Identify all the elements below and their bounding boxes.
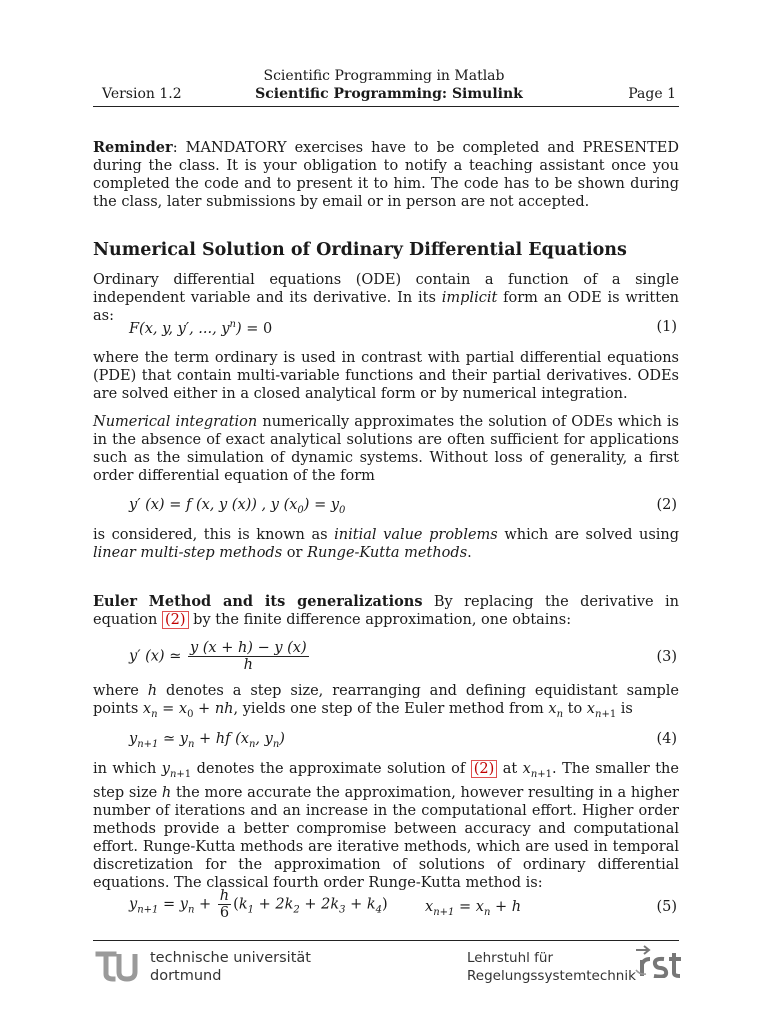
numerical-integration-paragraph (93, 413, 679, 485)
equation-3-fraction: $\frac{y (x + h) - y (x)}{h}$ (189, 640, 307, 673)
footer-rule (93, 940, 679, 941)
ivp-text-4: . (467, 545, 472, 561)
implicit-term: implicit (441, 290, 498, 306)
university-name-line2: dortmund (150, 968, 222, 984)
ode-intro-paragraph (93, 271, 679, 325)
step-size-paragraph: where h denotes a step size, rearranging and defining equidistant sample points $x_n = x_0$ + nh, yields one step of the Euler method from $x_n$ to $x_{n+1}$ is (93, 683, 680, 720)
equation-5-step-formula: $x_{n+1} = x_n + h$ (425, 899, 522, 918)
equation-4-formula: $y_{n+1}$ ≃ $y_n$ + hf ($x_n$, $y_n$) (129, 731, 285, 750)
equation-5 (93, 888, 679, 924)
page-number: Page 1 (628, 86, 676, 102)
ivp-text-3: or (282, 545, 308, 561)
runge-kutta-term: Runge-Kutta methods (307, 545, 468, 561)
reminder-text: : MANDATORY exercises have to be completed and PRESENTED during the class. It is your obligation to notify a teaching assistant once you completed the code and to present it to him. The code has to be shown during the class, later submissions by email or in person are not accepted. (93, 140, 679, 210)
equation-5-fraction: $\frac{h}{6}$ (219, 888, 230, 921)
equation-2-link-2[interactable]: (2) (471, 760, 498, 778)
euler-heading: Euler Method and its generalizations (93, 593, 423, 610)
equation-4 (93, 731, 679, 755)
multistep-term: linear multi-step methods (93, 545, 283, 561)
equation-3-number: (3) (656, 649, 677, 665)
chair-name (467, 949, 636, 985)
equation-1-number: (1) (656, 319, 677, 335)
equation-5-formula: $y_{n+1} = y_n$ + $\frac{h}{6}$ $(k_1 + 2k_2 + 2k_3 + k_4)$ (129, 888, 388, 921)
numerical-integration-term: Numerical integration (93, 414, 258, 430)
equation-2-formula: y′ (x) = f (x, y (x)) , y $(x_0) = y_0$ (129, 497, 346, 516)
pde-paragraph: where the term ordinary is used in contrast with partial differential equations (PDE) that contain multi-variable functions and their partial derivatives. ODEs are solved either in a closed analytical form or by numerical integration. (93, 350, 679, 402)
ivp-paragraph (93, 526, 679, 562)
equation-3 (93, 640, 679, 676)
equation-2-link[interactable]: (2) (162, 611, 189, 629)
ivp-text-1: is considered, this is known as (93, 527, 335, 543)
university-name-line1: technische universität (150, 950, 311, 966)
chair-name-line2: Regelungssystemtechnik (467, 968, 636, 984)
equation-1-formula: F(x, y, y′, ..., $y^n) = 0$ (129, 319, 273, 337)
course-title: Scientific Programming in Matlab (263, 68, 505, 84)
equation-2-number: (2) (656, 497, 677, 513)
header-rule (93, 106, 679, 107)
reminder-label: Reminder (93, 139, 173, 156)
equation-5-number: (5) (656, 899, 677, 915)
ode-intro-text: Ordinary differential equations (ODE) contain a function of a single independent variable and its derivative. In its (93, 272, 679, 306)
document-title: Scientific Programming: Simulink (255, 86, 523, 102)
header-row (100, 86, 678, 106)
ivp-text-2: which are solved using (497, 527, 680, 543)
equation-4-number: (4) (656, 731, 677, 747)
reminder-paragraph (93, 139, 679, 211)
tu-logo-icon (94, 946, 140, 982)
euler-text-2: by the finite difference approximation, one obtains: (188, 612, 572, 628)
euler-paragraph (93, 593, 679, 629)
university-name (150, 949, 311, 985)
rst-logo-icon (634, 944, 684, 978)
ivp-term: initial value problems (334, 527, 498, 543)
euler-text-1: By replacing the derivative in equation (93, 594, 680, 628)
chair-name-line1: Lehrstuhl für (467, 950, 554, 966)
equation-1 (93, 319, 679, 343)
equation-2 (93, 497, 679, 521)
section-title: Numerical Solution of Ordinary Differential Equations (93, 240, 627, 260)
version-label: Version 1.2 (102, 86, 182, 102)
ode-intro-tail: form an ODE is written as: (93, 290, 679, 324)
equation-3-formula: y′ (x) ≃ $\frac{y (x + h) - y (x)}{h}$ (129, 640, 307, 673)
numerical-integration-text: numerically approximates the solution of ODEs which is in the absence of exact analytical solutions are often sufficient for applications such as the simulation of dynamic systems. Without loss of generality, a first order differential equation of the form (93, 414, 679, 484)
runge-kutta-paragraph: in which $y_{n+1}$ denotes the approximate solution of (2) at $x_{n+1}$. The smaller the step size h the more accurate the approximation, however resulting in a higher number of iterations and an increase in the computational effort. Higher order methods provide a better compromise between accuracy and computational effort. Runge-Kutta methods are iterative methods, which are used in temporal discretization for the approximation of solutions of ordinary differential equations. The classical fourth order Runge-Kutta method is: (93, 761, 679, 891)
